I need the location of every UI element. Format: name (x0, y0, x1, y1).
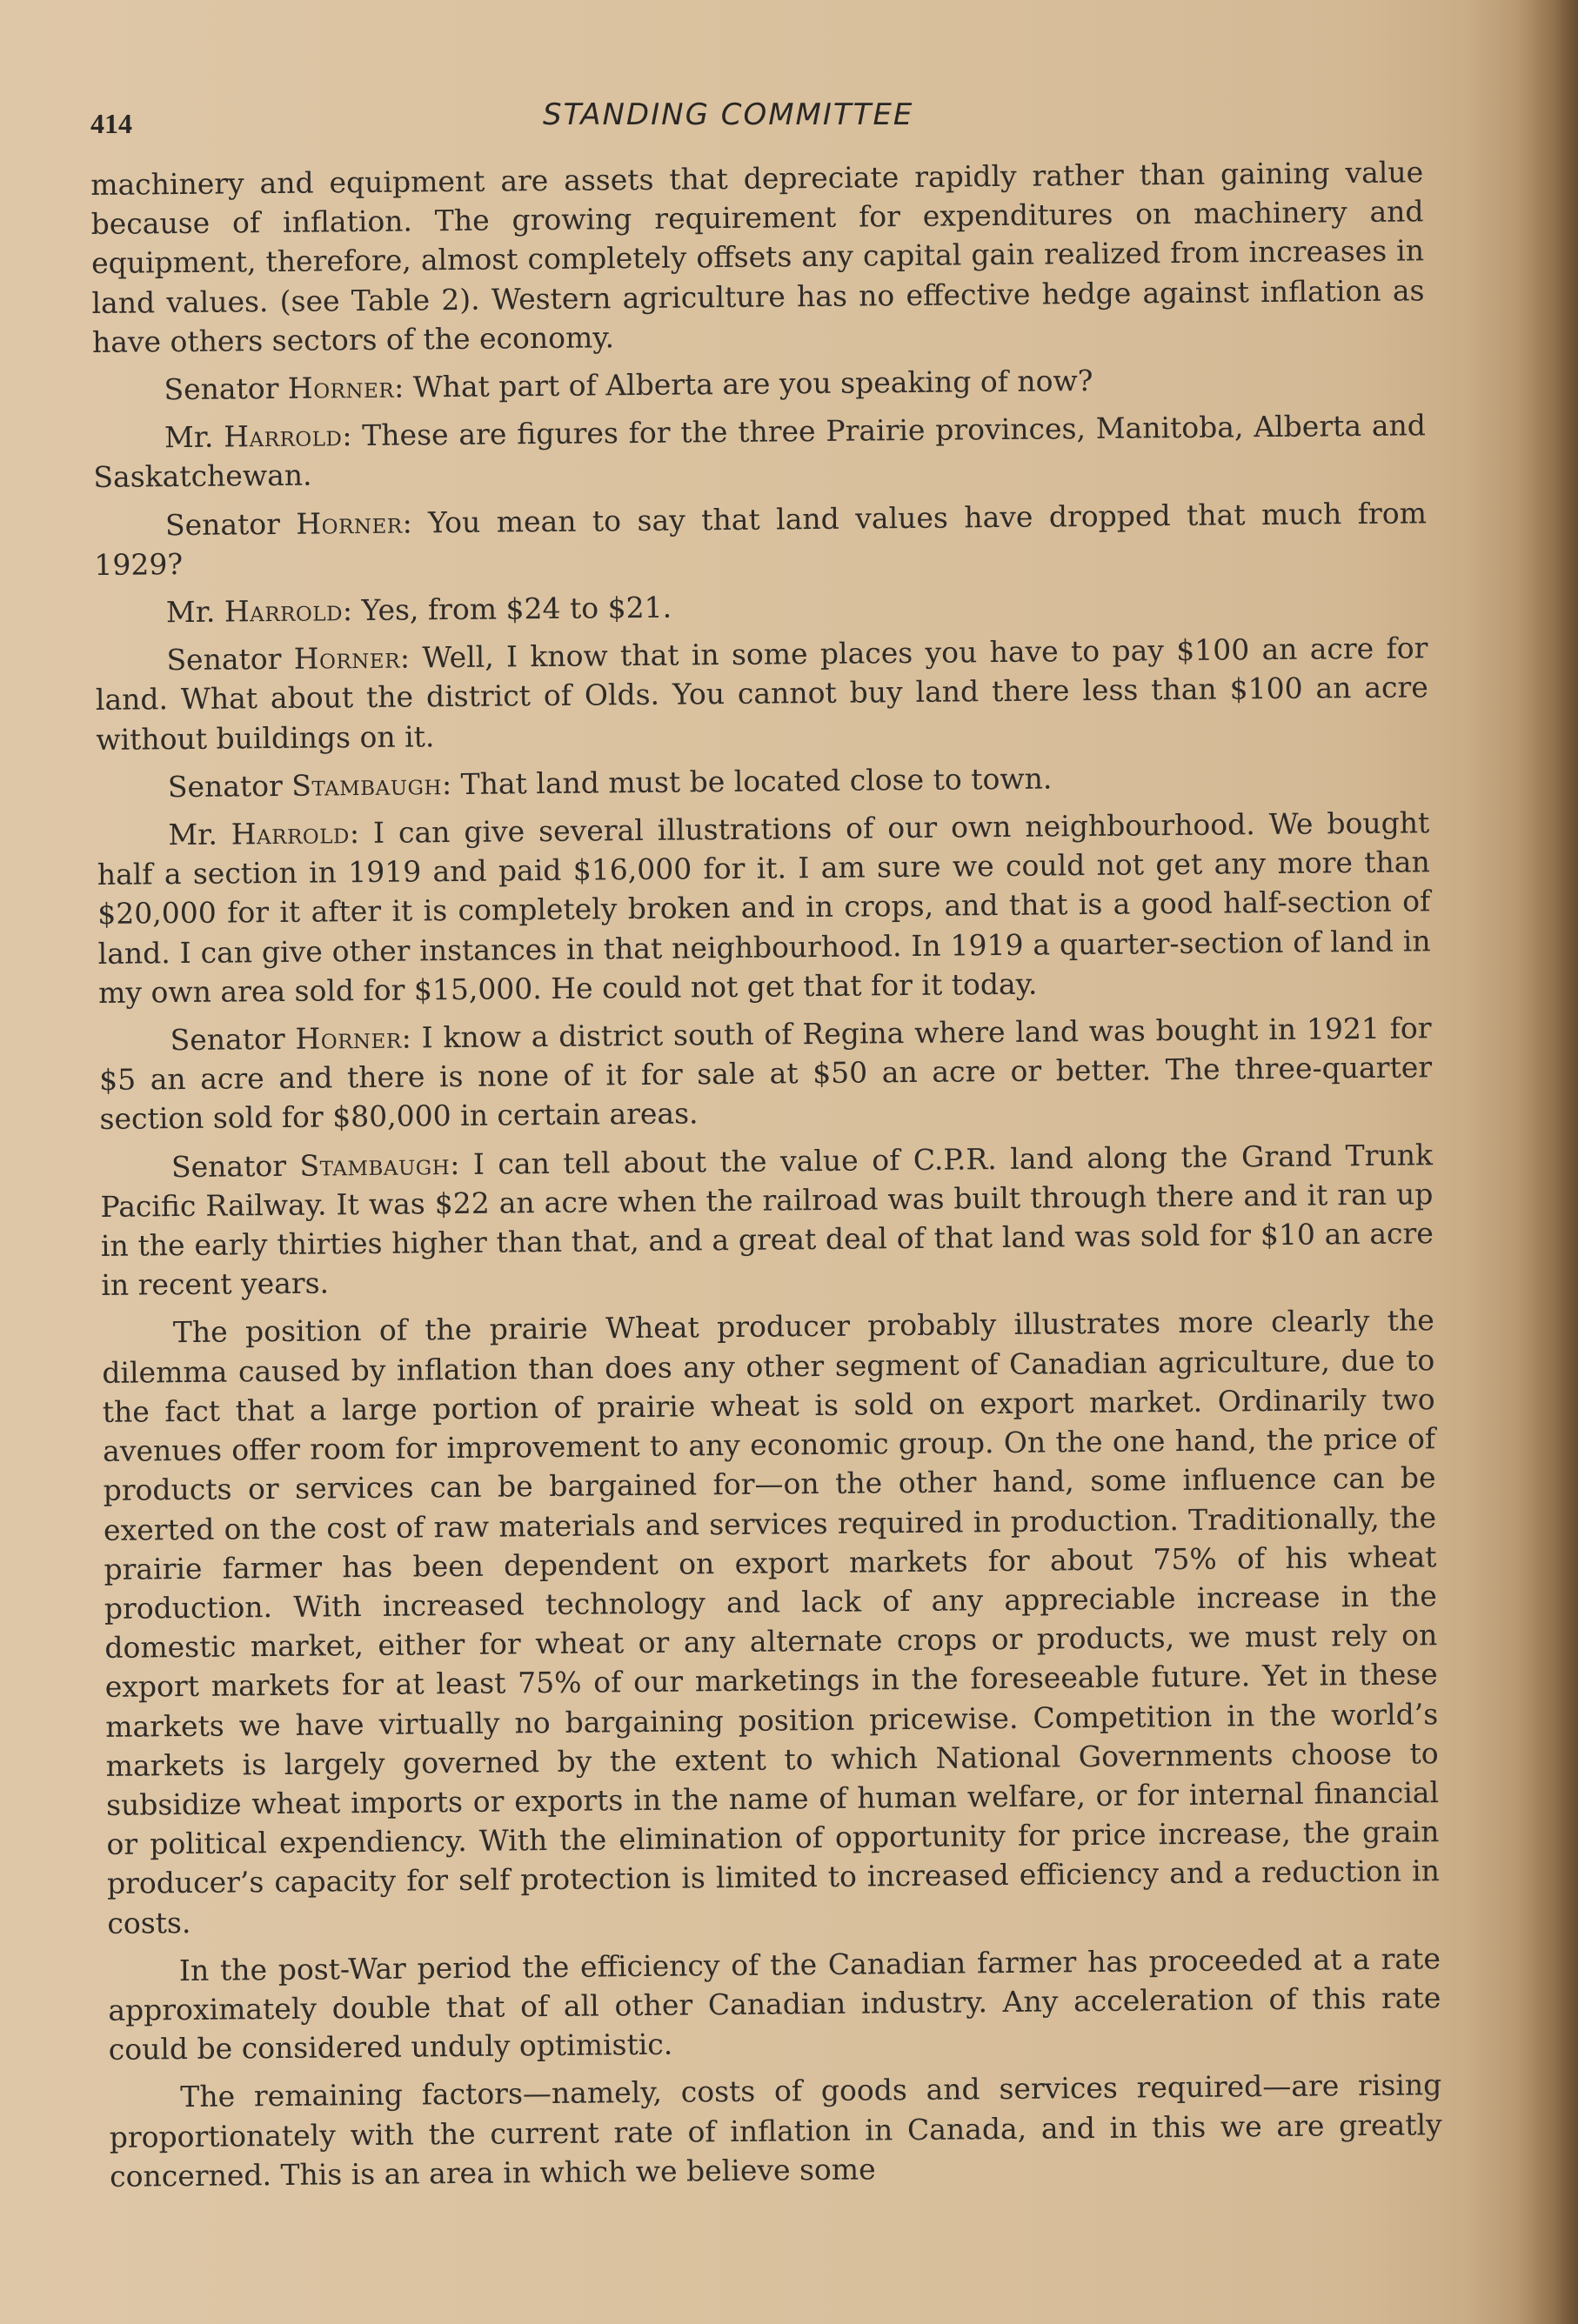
paragraph-text: machinery and equipment are assets that depreciate rapidly rather than gaining value because of inflation. The growing requirement for expenditures on machinery and equipment, therefore, almost completely offsets any capital gain realized from increases in land values. (see Table 2). Western agriculture has no effective hedge against inflation as have others sectors of the economy. (90, 155, 1425, 359)
speaker-title: Mr. (168, 817, 231, 852)
binding-shadow (1517, 0, 1578, 2324)
paragraph-dialogue (97, 803, 1431, 1012)
paragraph-text: : I know a district south of Regina where land was bought in 1921 for $5 an acre and there is none of it for sale at $50 an acre or better. The three-quarter section sold for $80,000 in certain areas. (98, 1011, 1433, 1137)
paragraph-body (108, 1939, 1441, 2069)
paragraph-dialogue (95, 580, 1428, 632)
speaker-name: Horner (295, 1020, 402, 1056)
paragraph-text: The position of the prairie Wheat producer probably illustrates more clearly the dilemma caused by inflation than does any other segment of Canadian agriculture, due to the fact that a large portion of prairie wheat is sold on export market. Ordinarily two avenues offer room for improvement to any economic group. On the one hand, the price of products or services can be bargained for—on the other hand, some influence can be exerted on the cost of raw materials and services required in production. Traditionally, the prairie farmer has been dependent on export markets for about 75% of his wheat production. With increased technology and lack of any appreciable increase in the domestic market, either for wheat or any alternate crops or products, we must rely on export markets for at least 75% of our marketings in the foreseeable future. Yet in these markets we have virtually no bargaining position pricewise. Competition in the world’s markets is largely governed by the extent to which National Governments choose to subsidize wheat imports or exports in the name of human welfare, or for internal financial or political expendiency. With the elimination of opportunity for price increase, the grain producer’s capacity for self protection is limited to increased efficiency and a reduction in costs. (102, 1303, 1441, 1940)
speaker-title: Senator (170, 1021, 296, 1058)
speaker-name: Horner (287, 370, 395, 405)
speaker-name: Harrold (224, 418, 343, 454)
speaker-title: Senator (164, 371, 289, 407)
paragraph-text: In the post-War period the efficiency of the Canadian farmer has proceeded at a rate approximately double that of all other Canadian industry. Any acceleration of this rate could be considered unduly optimistic. (108, 1940, 1441, 2067)
paragraph-text: : I can tell about the value of C.P.R. land along the Grand Trunk Pacific Railway. It was $22 an acre when the railroad was built through there and it ran up in the early thirties higher than that, and a great deal of that land was sold for $10 an acre in recent years. (100, 1137, 1434, 1303)
paragraph-dialogue (100, 1135, 1434, 1306)
speaker-name: Stambaugh (299, 1146, 451, 1183)
paragraph-body (109, 2066, 1442, 2196)
paragraph-text: : That land must be located close to town. (441, 761, 1053, 801)
paragraph-text: : Well, I know that in some places you have to pay $100 an acre for land. What about the district of Olds. You cannot buy land there less than $100 an acre without buildings on it. (95, 631, 1429, 757)
page-number: 414 (90, 108, 132, 139)
page-header (90, 92, 1430, 144)
speaker-name: Horner (293, 640, 401, 677)
speaker-title: Senator (166, 642, 294, 678)
paragraph-continuation (90, 152, 1425, 362)
paragraph-text: : You mean to say that land values have dropped that much from 1929? (94, 495, 1428, 582)
speaker-name: Harrold (231, 816, 351, 851)
speaker-name: Horner (296, 505, 403, 541)
paragraph-text: : What part of Alberta are you speaking of now? (393, 363, 1093, 404)
paragraph-dialogue (95, 629, 1428, 759)
running-head: STANDING COMMITTEE (543, 97, 914, 132)
paragraph-text: : These are figures for the three Prairie provinces, Manitoba, Alberta and Saskatchewan. (93, 408, 1427, 495)
paragraph-dialogue (92, 357, 1425, 410)
paragraph-dialogue (97, 755, 1429, 807)
speaker-name: Harrold (224, 593, 344, 629)
speaker-title: Mr. (164, 419, 224, 455)
body-text (90, 152, 1442, 2205)
paragraph-dialogue (94, 493, 1428, 584)
speaker-title: Senator (167, 768, 292, 805)
paragraph-text: The remaining factors—namely, costs of goods and services required—are rising proportionately with the current rate of inflation in Canada, and in this we are greatly concerned. This is an area in which we believe some (109, 2067, 1442, 2194)
speaker-title: Senator (164, 506, 297, 542)
speaker-title: Senator (171, 1148, 300, 1184)
paragraph-text: : I can give several illustrations of our own neighbourhood. We bought half a section in 1919 and paid $16,000 for it. I am sure we could not get any more than $20,000 for it after it is completely broken and in crops, and that is a good half-section of land. I can give other instances in that neighbourhood. In 1919 a quarter-section of land in my own area sold for $15,000. He could not get that for it today. (97, 805, 1431, 1010)
speaker-title: Mr. (165, 594, 225, 630)
paragraph-dialogue (93, 405, 1427, 497)
paragraph-dialogue (98, 1008, 1432, 1139)
speaker-name: Stambaugh (291, 766, 443, 803)
paragraph-text: : Yes, from $24 to $21. (342, 590, 672, 628)
paragraph-body (102, 1301, 1441, 1943)
